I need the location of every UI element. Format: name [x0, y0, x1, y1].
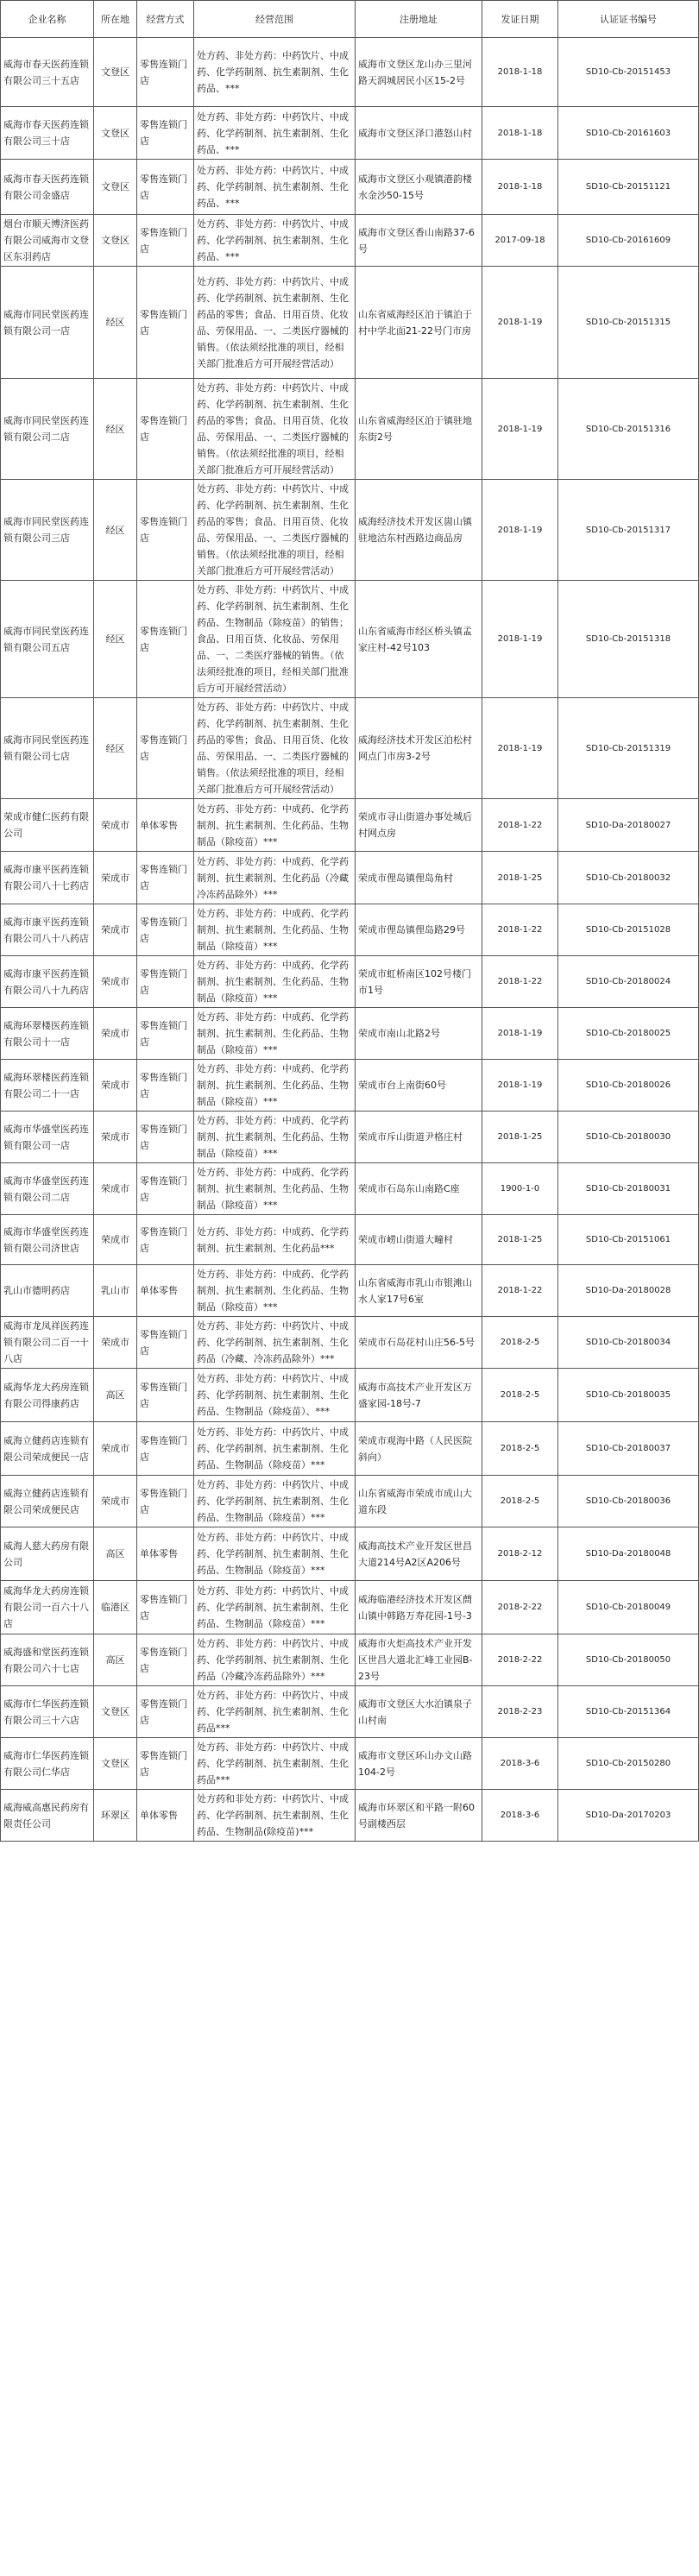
- table-row: [1, 799, 699, 852]
- table-row: [1, 480, 699, 581]
- cell-location: 荣成市: [94, 1317, 137, 1369]
- cell-issue-date: 2018-1-19: [482, 379, 558, 480]
- cell-certificate-number: SD10-Cb-20180032: [558, 852, 699, 904]
- cell-certificate-number: SD10-Cb-20180024: [558, 956, 699, 1008]
- cell-registered-address: 威海临港经济技术开发区蔄山镇中韩路万寿花园-1号-3: [356, 1581, 482, 1634]
- cell-company-name: 威海市同民堂医药连锁有限公司七店: [1, 698, 94, 799]
- cell-issue-date: 2017-09-18: [482, 215, 558, 267]
- cell-company-name: 威海市同民堂医药连锁有限公司一店: [1, 267, 94, 379]
- cell-business-mode: 零售连锁门店: [137, 1163, 194, 1215]
- table-row: [1, 107, 699, 160]
- cell-business-scope: 处方药、非处方药：中药饮片、中成药、化学药制剂、抗生素制剂、生化药品、生物制品（除疫苗）***: [194, 1422, 356, 1476]
- cell-registered-address: 荣成市俚岛镇俚岛角村: [356, 852, 482, 904]
- cell-company-name: 威海市春天医药连锁有限公司金盛店: [1, 160, 94, 215]
- cell-location: 文登区: [94, 1686, 137, 1738]
- header-company-name: 企业名称: [1, 1, 94, 38]
- cell-registered-address: 山东省威海市乳山市银滩山水人家17号6室: [356, 1265, 482, 1317]
- cell-location: 经区: [94, 267, 137, 379]
- table-row: [1, 852, 699, 904]
- cell-certificate-number: SD10-Cb-20180025: [558, 1008, 699, 1060]
- cell-business-scope: 处方药、非处方药：中药饮片、中成药、化学药制剂、抗生素制剂、生化药品（冷藏、冷冻药品除外）***: [194, 1317, 356, 1369]
- cell-company-name: 荣成市健仁医药有限公司: [1, 799, 94, 852]
- cell-business-mode: 零售连锁门店: [137, 38, 194, 107]
- cell-registered-address: 荣成市俚岛镇俚岛路29号: [356, 904, 482, 956]
- cell-location: 荣成市: [94, 1422, 137, 1476]
- table-row: [1, 379, 699, 480]
- table-row: [1, 1317, 699, 1369]
- cell-business-scope: 处方药、非处方药：中药饮片、中成药、化学药制剂、抗生素制剂、生化药品、生物制品（除疫苗）***: [194, 1581, 356, 1634]
- cell-location: 文登区: [94, 107, 137, 160]
- cell-business-mode: 零售连锁门店: [137, 215, 194, 267]
- table-row: [1, 1008, 699, 1060]
- cell-registered-address: 荣成市虹桥南区102号楼门市1号: [356, 956, 482, 1008]
- cell-registered-address: 威海市高技术产业开发区万盛家园-18号-7: [356, 1369, 482, 1422]
- cell-location: 高区: [94, 1634, 137, 1686]
- cell-issue-date: 2018-2-12: [482, 1527, 558, 1581]
- cell-location: 荣成市: [94, 799, 137, 852]
- cell-company-name: 威海环翠楼医药连锁有限公司二十一店: [1, 1060, 94, 1112]
- cell-business-mode: 零售连锁门店: [137, 1215, 194, 1265]
- cell-location: 文登区: [94, 38, 137, 107]
- cell-registered-address: 威海市文登区环山办文山路104-2号: [356, 1738, 482, 1790]
- cell-business-mode: 零售连锁门店: [137, 1686, 194, 1738]
- table-row: [1, 1581, 699, 1634]
- cell-business-scope: 处方药、非处方药：中药饮片、中成药、化学药制剂、抗生素制剂、生化药品（冷藏冷冻药品除外）***: [194, 1634, 356, 1686]
- cell-issue-date: 2018-2-5: [482, 1317, 558, 1369]
- cell-issue-date: 2018-1-25: [482, 1215, 558, 1265]
- cell-location: 荣成市: [94, 1476, 137, 1527]
- cell-registered-address: 威海市文登区小观镇港韵楼水金沙50-15号: [356, 160, 482, 215]
- table-row: [1, 1476, 699, 1527]
- cell-certificate-number: SD10-Cb-20151315: [558, 267, 699, 379]
- cell-certificate-number: SD10-Cb-20151121: [558, 160, 699, 215]
- cell-company-name: 威海市龙凤祥医药连锁有限公司二百一十八店: [1, 1317, 94, 1369]
- cell-business-mode: 单体零售: [137, 1790, 194, 1842]
- cell-registered-address: 山东省威海经区泊于镇泊于村中学北面21-22号门市房: [356, 267, 482, 379]
- cell-location: 临港区: [94, 1581, 137, 1634]
- cell-business-scope: 处方药、非处方药：中成药、化学药制剂、抗生素制剂、生化药品、生物制品（除疫苗）***: [194, 1060, 356, 1112]
- cell-certificate-number: SD10-Cb-20151316: [558, 379, 699, 480]
- cell-registered-address: 威海市文登区龙山办三里河路天润城居民小区15-2号: [356, 38, 482, 107]
- cell-business-mode: 零售连锁门店: [137, 698, 194, 799]
- cell-issue-date: 2018-1-19: [482, 267, 558, 379]
- cell-business-scope: 处方药、非处方药：中药饮片、中成药、化学药制剂、抗生素制剂、生化药品的零售；食品、日用百货、化妆品、劳保用品、一、二类医疗器械的销售。（依法须经批准的项目，经相关部门批准后方可开展经营活动）: [194, 480, 356, 581]
- cell-business-mode: 零售连锁门店: [137, 160, 194, 215]
- table-row: [1, 698, 699, 799]
- cell-business-scope: 处方药、非处方药：中药饮片、中成药、化学药制剂、抗生素制剂、生化药品***: [194, 1686, 356, 1738]
- header-business-mode: 经营方式: [137, 1, 194, 38]
- cell-business-mode: 零售连锁门店: [137, 1112, 194, 1163]
- cell-location: 经区: [94, 581, 137, 698]
- table-row: [1, 1422, 699, 1476]
- cell-issue-date: 2018-1-22: [482, 799, 558, 852]
- table-row: [1, 1215, 699, 1265]
- cell-company-name: 威海市康平医药连锁有限公司八十八药店: [1, 904, 94, 956]
- cell-business-mode: 零售连锁门店: [137, 1369, 194, 1422]
- cell-certificate-number: SD10-Cb-20180049: [558, 1581, 699, 1634]
- cell-business-scope: 处方药、非处方药：中药饮片、中成药、化学药制剂、抗生素制剂、生化药品、***: [194, 107, 356, 160]
- cell-company-name: 威海环翠楼医药连锁有限公司十一店: [1, 1008, 94, 1060]
- cell-company-name: 威海市仁华医药连锁有限公司仁华店: [1, 1738, 94, 1790]
- table-row: [1, 1369, 699, 1422]
- cell-issue-date: 2018-2-23: [482, 1686, 558, 1738]
- cell-company-name: 威海华龙大药房连锁有限公司一百六十八店: [1, 1581, 94, 1634]
- cell-business-mode: 单体零售: [137, 1527, 194, 1581]
- table-row: [1, 1738, 699, 1790]
- cell-company-name: 威海市仁华医药连锁有限公司三十六店: [1, 1686, 94, 1738]
- cell-business-scope: 处方药、非处方药：中成药、化学药制剂、抗生素制剂、生化药品、生物制品（除疫苗）***: [194, 1265, 356, 1317]
- cell-location: 荣成市: [94, 956, 137, 1008]
- header-registered-address: 注册地址: [356, 1, 482, 38]
- cell-business-mode: 零售连锁门店: [137, 1738, 194, 1790]
- table-row: [1, 1527, 699, 1581]
- cell-registered-address: 威海经济技术开发区泊松村网点门市房3-2号: [356, 698, 482, 799]
- cell-issue-date: 2018-1-22: [482, 904, 558, 956]
- cell-company-name: 威海威高惠民药房有限责任公司: [1, 1790, 94, 1842]
- cell-certificate-number: SD10-Cb-20180030: [558, 1112, 699, 1163]
- table-row: [1, 904, 699, 956]
- cell-company-name: 威海市华盛堂医药连锁有限公司一店: [1, 1112, 94, 1163]
- cell-issue-date: 2018-1-18: [482, 107, 558, 160]
- table-row: [1, 956, 699, 1008]
- cell-certificate-number: SD10-Cb-20180050: [558, 1634, 699, 1686]
- cell-business-mode: 零售连锁门店: [137, 1317, 194, 1369]
- cell-certificate-number: SD10-Cb-20151364: [558, 1686, 699, 1738]
- cell-registered-address: 山东省威海市荣成市成山大道东段: [356, 1476, 482, 1527]
- cell-issue-date: 2018-1-19: [482, 1008, 558, 1060]
- cell-location: 经区: [94, 480, 137, 581]
- table-row: [1, 1060, 699, 1112]
- cell-business-mode: 零售连锁门店: [137, 581, 194, 698]
- cell-company-name: 威海市同民堂医药连锁有限公司五店: [1, 581, 94, 698]
- cell-location: 文登区: [94, 1738, 137, 1790]
- cell-business-mode: 零售连锁门店: [137, 1060, 194, 1112]
- cell-issue-date: 2018-1-19: [482, 698, 558, 799]
- table-row: [1, 1634, 699, 1686]
- table-row: [1, 1686, 699, 1738]
- cell-business-mode: 零售连锁门店: [137, 480, 194, 581]
- cell-company-name: 威海华龙大药房连锁有限公司得康药店: [1, 1369, 94, 1422]
- cell-business-mode: 零售连锁门店: [137, 1008, 194, 1060]
- cell-business-scope: 处方药、非处方药：中药饮片、中成药、化学药制剂、抗生素制剂、生化药品、生物制品（除疫苗）的销售；食品、日用百货、化妆品、劳保用品、一、二类医疗器械的销售。（依法须经批准的项目，经相关部门批准后方可开展经营活动）: [194, 581, 356, 698]
- cell-issue-date: 2018-2-5: [482, 1422, 558, 1476]
- cell-issue-date: 2018-1-25: [482, 1112, 558, 1163]
- cell-registered-address: 荣成市南山北路2号: [356, 1008, 482, 1060]
- cell-company-name: 威海市华盛堂医药连锁有限公司二店: [1, 1163, 94, 1215]
- cell-registered-address: 山东省威海市经区桥头镇孟家庄村-42号103: [356, 581, 482, 698]
- cell-certificate-number: SD10-Cb-20180036: [558, 1476, 699, 1527]
- cell-registered-address: 威海市文登区泽口港怒山村: [356, 107, 482, 160]
- cell-location: 荣成市: [94, 1215, 137, 1265]
- cell-registered-address: 威海市火炬高技术产业开发区世昌大道北汇峰工业园B-23号: [356, 1634, 482, 1686]
- cell-issue-date: 2018-1-22: [482, 1265, 558, 1317]
- cell-business-mode: 零售连锁门店: [137, 267, 194, 379]
- header-location: 所在地: [94, 1, 137, 38]
- cell-business-scope: 处方药、非处方药：中药饮片、中成药、化学药制剂、抗生素制剂、生化药品、生物制品（除疫苗）、***: [194, 1369, 356, 1422]
- cell-business-scope: 处方药、非处方药：中药饮片、中成药、化学药制剂、抗生素制剂、生化药品的零售；食品、日用百货、化妆品、劳保用品、一、二类医疗器械的销售。（依法须经批准的项目，经相关部门批准后方可开展经营活动）: [194, 379, 356, 480]
- cell-certificate-number: SD10-Cb-20180026: [558, 1060, 699, 1112]
- table-row: [1, 1790, 699, 1842]
- cell-location: 荣成市: [94, 904, 137, 956]
- cell-business-mode: 单体零售: [137, 1265, 194, 1317]
- cell-issue-date: 2018-2-22: [482, 1634, 558, 1686]
- cell-certificate-number: SD10-Cb-20151317: [558, 480, 699, 581]
- cell-certificate-number: SD10-Cb-20151319: [558, 698, 699, 799]
- cell-company-name: 威海人慈大药房有限公司: [1, 1527, 94, 1581]
- cell-issue-date: 2018-1-18: [482, 160, 558, 215]
- cell-certificate-number: SD10-Cb-20151061: [558, 1215, 699, 1265]
- cell-certificate-number: SD10-Da-20170203: [558, 1790, 699, 1842]
- cell-location: 文登区: [94, 160, 137, 215]
- cell-company-name: 威海立健药店连锁有限公司荣成便民店: [1, 1476, 94, 1527]
- cell-location: 经区: [94, 698, 137, 799]
- cell-location: 荣成市: [94, 1112, 137, 1163]
- cell-certificate-number: SD10-Da-20180027: [558, 799, 699, 852]
- cell-certificate-number: SD10-Cb-20151453: [558, 38, 699, 107]
- cell-registered-address: 荣成市崂山街道大疃村: [356, 1215, 482, 1265]
- cell-certificate-number: SD10-Cb-20150280: [558, 1738, 699, 1790]
- cell-business-mode: 零售连锁门店: [137, 379, 194, 480]
- cell-location: 高区: [94, 1369, 137, 1422]
- cell-registered-address: 荣成市石岛花村山庄56-5号: [356, 1317, 482, 1369]
- table-row: [1, 267, 699, 379]
- cell-business-mode: 零售连锁门店: [137, 956, 194, 1008]
- cell-certificate-number: SD10-Cb-20151028: [558, 904, 699, 956]
- cell-business-scope: 处方药、非处方药：中药饮片、中成药、化学药制剂、抗生素制剂、生化药品、***: [194, 38, 356, 107]
- table-row: [1, 1265, 699, 1317]
- table-row: [1, 581, 699, 698]
- cell-registered-address: 荣成市台上南街60号: [356, 1060, 482, 1112]
- cell-registered-address: 荣成市寻山街道办事处城后村网点房: [356, 799, 482, 852]
- cell-certificate-number: SD10-Cb-20180031: [558, 1163, 699, 1215]
- cell-company-name: 威海市同民堂医药连锁有限公司二店: [1, 379, 94, 480]
- header-business-scope: 经营范围: [194, 1, 356, 38]
- cell-business-mode: 零售连锁门店: [137, 1581, 194, 1634]
- table-row: [1, 215, 699, 267]
- table-row: [1, 38, 699, 107]
- table-row: [1, 1163, 699, 1215]
- cell-company-name: 威海市康平医药连锁有限公司八十七药店: [1, 852, 94, 904]
- cell-issue-date: 2018-1-18: [482, 38, 558, 107]
- cell-business-scope: 处方药、非处方药：中药饮片、中成药、化学药制剂、抗生素制剂、生化药品的零售；食品、日用百货、化妆品、劳保用品、一、二类医疗器械的销售。（依法须经批准的项目，经相关部门批准后方可开展经营活动）: [194, 698, 356, 799]
- cell-business-scope: 处方药、非处方药：中成药、化学药制剂、抗生素制剂、生化药品、生物制品（除疫苗）***: [194, 1163, 356, 1215]
- cell-registered-address: 威海经济技术开发区崮山镇驻地沽东村西路边商品房: [356, 480, 482, 581]
- cell-location: 文登区: [94, 215, 137, 267]
- cell-company-name: 乳山市德明药店: [1, 1265, 94, 1317]
- cell-company-name: 威海市春天医药连锁有限公司三十五店: [1, 38, 94, 107]
- cell-business-scope: 处方药、非处方药：中药饮片、中成药、化学药制剂、抗生素制剂、生化药品、生物制品（除疫苗）***: [194, 1476, 356, 1527]
- cell-location: 荣成市: [94, 1060, 137, 1112]
- cell-business-mode: 零售连锁门店: [137, 1634, 194, 1686]
- cell-certificate-number: SD10-Cb-20161609: [558, 215, 699, 267]
- cell-registered-address: 威海市文登区香山南路37-6号: [356, 215, 482, 267]
- cell-location: 荣成市: [94, 1008, 137, 1060]
- header-certificate-number: 认证证书编号: [558, 1, 699, 38]
- cell-business-mode: 单体零售: [137, 799, 194, 852]
- cell-registered-address: 荣成市观海中路（人民医院斜向）: [356, 1422, 482, 1476]
- cell-business-scope: 处方药、非处方药：中药饮片、中成药、化学药制剂、抗生素制剂、生化药品的零售；食品、日用百货、化妆品、劳保用品、一、二类医疗器械的销售。（依法须经批准的项目，经相关部门批准后方可开展经营活动）: [194, 267, 356, 379]
- cell-company-name: 威海市康平医药连锁有限公司八十九药店: [1, 956, 94, 1008]
- cell-business-mode: 零售连锁门店: [137, 107, 194, 160]
- cell-company-name: 威海市春天医药连锁有限公司三十店: [1, 107, 94, 160]
- cell-company-name: 烟台市顺天博济医药有限公司威海市文登区东羽药店: [1, 215, 94, 267]
- cell-registered-address: 威海市文登区大水泊镇泉子山村南: [356, 1686, 482, 1738]
- cell-certificate-number: SD10-Da-20180028: [558, 1265, 699, 1317]
- cell-issue-date: 1900-1-0: [482, 1163, 558, 1215]
- cell-certificate-number: SD10-Cb-20180035: [558, 1369, 699, 1422]
- cell-issue-date: 2018-1-19: [482, 480, 558, 581]
- cell-business-scope: 处方药和非处方药：中药饮片、中成药、化学药制剂、抗生素制剂、生化药品、生物制品(除疫苗)***: [194, 1790, 356, 1842]
- cell-company-name: 威海市同民堂医药连锁有限公司三店: [1, 480, 94, 581]
- cell-registered-address: 荣成市石岛东山南路C座: [356, 1163, 482, 1215]
- cell-location: 荣成市: [94, 852, 137, 904]
- cell-issue-date: 2018-1-19: [482, 1060, 558, 1112]
- cell-business-scope: 处方药、非处方药：中药饮片、中成药、化学药制剂、抗生素制剂、生化药品、生物制品（除疫苗）***: [194, 1527, 356, 1581]
- cell-business-scope: 处方药、非处方药：中成药、化学药制剂、抗生素制剂、生化药品、生物制品（除疫苗）***: [194, 904, 356, 956]
- cell-certificate-number: SD10-Cb-20151318: [558, 581, 699, 698]
- cell-issue-date: 2018-1-19: [482, 581, 558, 698]
- cell-registered-address: 威海市环翠区和平路一附60号副楼西层: [356, 1790, 482, 1842]
- cell-business-mode: 零售连锁门店: [137, 904, 194, 956]
- cell-certificate-number: SD10-Cb-20180034: [558, 1317, 699, 1369]
- cell-business-scope: 处方药、非处方药：中药饮片、中成药、化学药制剂、抗生素制剂、生化药品、***: [194, 215, 356, 267]
- cell-issue-date: 2018-2-5: [482, 1369, 558, 1422]
- cell-registered-address: 山东省威海经区泊于镇驻地东街2号: [356, 379, 482, 480]
- table-header-row: [1, 1, 699, 38]
- table-body: [1, 38, 699, 1842]
- cell-location: 荣成市: [94, 1163, 137, 1215]
- cell-business-scope: 处方药、非处方药：中成药、化学药制剂、抗生素制剂、生化药品、生物制品（除疫苗）***: [194, 956, 356, 1008]
- cell-business-mode: 零售连锁门店: [137, 852, 194, 904]
- header-issue-date: 发证日期: [482, 1, 558, 38]
- cell-issue-date: 2018-3-6: [482, 1738, 558, 1790]
- cell-business-scope: 处方药、非处方药：中成药、化学药制剂、抗生素制剂、生化药品***: [194, 1215, 356, 1265]
- cell-issue-date: 2018-2-5: [482, 1476, 558, 1527]
- cell-business-scope: 处方药、非处方药：中成药、化学药制剂、抗生素制剂、生化药品、生物制品（除疫苗）***: [194, 1008, 356, 1060]
- cell-issue-date: 2018-1-22: [482, 956, 558, 1008]
- cell-registered-address: 荣成市斥山街道尹格庄村: [356, 1112, 482, 1163]
- table-row: [1, 160, 699, 215]
- cell-location: 乳山市: [94, 1265, 137, 1317]
- cell-location: 环翠区: [94, 1790, 137, 1842]
- cell-business-scope: 处方药、非处方药：中成药、化学药制剂、抗生素制剂、生化药品（冷藏冷冻药品除外）***: [194, 852, 356, 904]
- cell-company-name: 威海市华盛堂医药连锁有限公司济世店: [1, 1215, 94, 1265]
- cell-business-scope: 处方药、非处方药：中药饮片、中成药、化学药制剂、抗生素制剂、生化药品、***: [194, 160, 356, 215]
- cell-business-scope: 处方药、非处方药：中成药、化学药制剂、抗生素制剂、生化药品、生物制品（除疫苗）***: [194, 1112, 356, 1163]
- cell-issue-date: 2018-2-22: [482, 1581, 558, 1634]
- cell-certificate-number: SD10-Cb-20180037: [558, 1422, 699, 1476]
- cell-issue-date: 2018-1-25: [482, 852, 558, 904]
- cell-issue-date: 2018-3-6: [482, 1790, 558, 1842]
- table-row: [1, 1112, 699, 1163]
- cell-business-scope: 处方药、非处方药：中药饮片、中成药、化学药制剂、抗生素制剂、生化药品***: [194, 1738, 356, 1790]
- cell-company-name: 威海立健药店连锁有限公司荣成便民一店: [1, 1422, 94, 1476]
- cell-certificate-number: SD10-Cb-20161603: [558, 107, 699, 160]
- cell-location: 高区: [94, 1527, 137, 1581]
- cell-business-mode: 零售连锁门店: [137, 1422, 194, 1476]
- cell-certificate-number: SD10-Da-20180048: [558, 1527, 699, 1581]
- cell-business-mode: 零售连锁门店: [137, 1476, 194, 1527]
- cell-company-name: 威海盛和堂医药连锁有限公司六十七店: [1, 1634, 94, 1686]
- cell-registered-address: 威海高技术产业开发区世昌大道214号A2区A206号: [356, 1527, 482, 1581]
- cell-business-scope: 处方药、非处方药：中成药、化学药制剂、抗生素制剂、生化药品、生物制品（除疫苗）***: [194, 799, 356, 852]
- cell-location: 经区: [94, 379, 137, 480]
